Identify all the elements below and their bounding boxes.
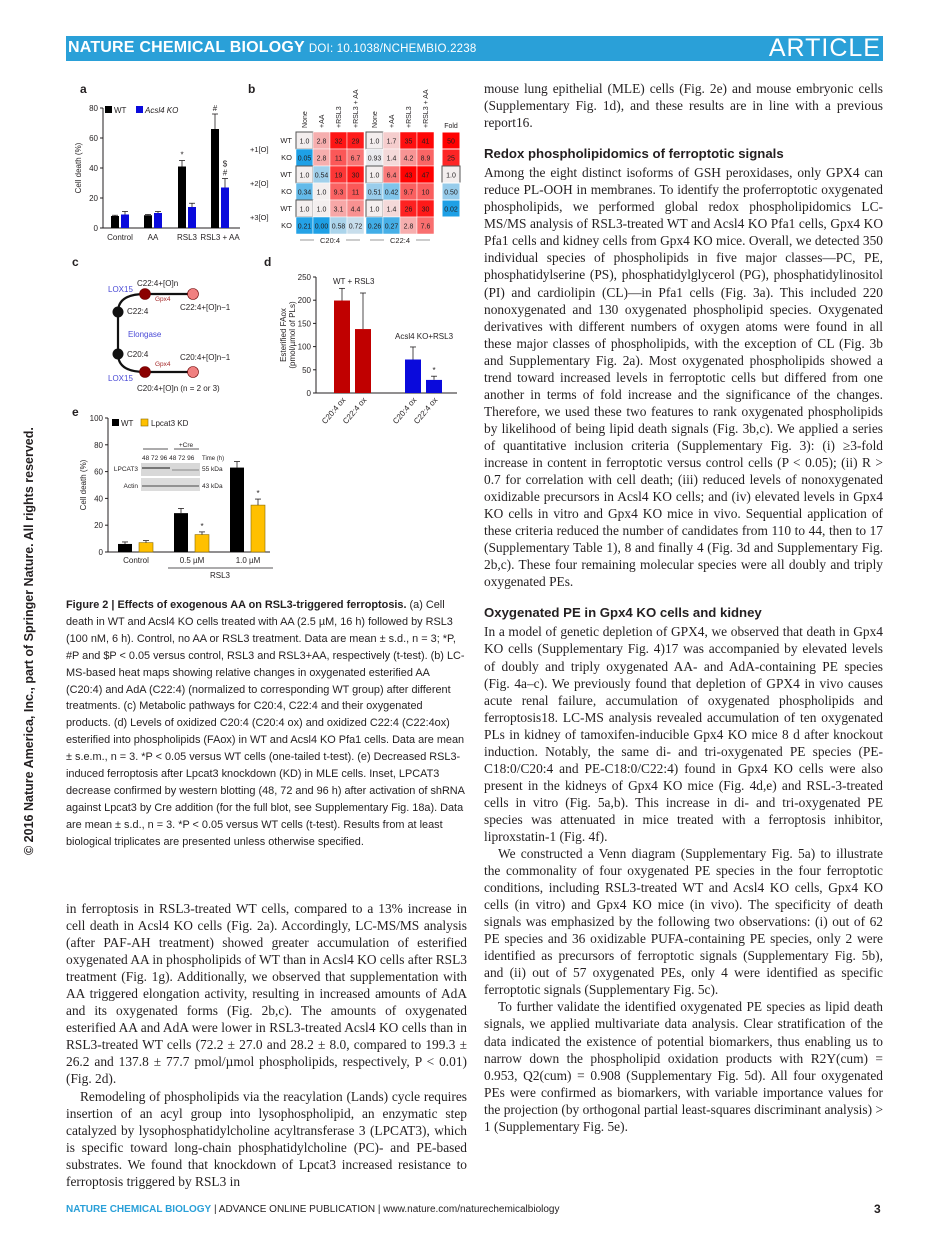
- d-group-label-wt: WT + RSL3: [333, 277, 375, 286]
- d-group-label-ko: Acsl4 KO+RSL3: [395, 332, 454, 341]
- b-cell-value: 7.6: [420, 223, 431, 231]
- figure-caption: [66, 597, 468, 851]
- e-y-tick-label: 0: [98, 548, 103, 557]
- b-fold-scale-value: 0.02: [444, 206, 458, 214]
- copyright-notice: © 2016 Nature America, Inc., part of Springer Nature. All rights reserved.: [22, 427, 36, 855]
- d-y-axis-label-units: (pmol/µmol of PLs): [288, 301, 297, 369]
- c-metabolite-node: [113, 349, 124, 360]
- b-cell-value: 0.34: [297, 189, 312, 197]
- d-y-tick-label: 250: [297, 273, 311, 282]
- d-x-tick-label: C22:4 ox: [341, 395, 369, 426]
- a-bar: [211, 129, 219, 228]
- a-y-axis-label: Cell death (%): [74, 142, 83, 194]
- b-fold-scale-value: 0.50: [444, 189, 458, 197]
- doi: DOI: 10.1038/NCHEMBIO.2238: [308, 43, 477, 55]
- a-x-tick-label: RSL3 + AA: [200, 233, 240, 242]
- b-row-label: KO: [281, 187, 292, 196]
- a-significance-mark: #: [212, 104, 218, 113]
- a-bar: [188, 207, 196, 228]
- section-heading: Oxygenated PE in Gpx4 KO cells and kidney: [484, 605, 762, 621]
- e-blot-actin-label: Actin: [123, 483, 138, 490]
- d-bar: [334, 301, 350, 393]
- e-y-axis-label: Cell death (%): [79, 459, 88, 511]
- b-cell-value: 0.72: [348, 223, 363, 231]
- a-bar: [221, 188, 229, 229]
- e-blot-time-points: 48 72 96 48 72 96: [142, 455, 195, 462]
- b-column-header: +RSL3 + AA: [423, 89, 430, 128]
- a-legend-wt: WT: [114, 106, 127, 115]
- b-cell-value: 41: [421, 138, 430, 146]
- b-cell-value: 30: [421, 206, 430, 214]
- b-column-group-label: C22:4: [389, 236, 411, 245]
- e-y-tick-label: 40: [94, 494, 103, 504]
- b-cell-value: 26: [404, 206, 413, 214]
- caption-body: (a) Cell death in WT and Acsl4 KO cells treated with AA (2.5 µM, 16 h) followed by RSL3 (100 nM, 6 h). Control, no AA or RSL3 treatment. Data are mean ± s.d., n = 3; *P, #P and $P < 0.05 versus control, RSL3 and RSL3+AA, respectively (t-test). (b) LC-MS-based heat maps showing relative changes in oxygenated esterified AA (C20:4) and AdA (C22:4) (normalized to corresponding WT group) after different treatments. (c) Metabolic pathways for C20:4, C22:4 and their oxygenated products. (d) Levels of oxidized C20:4 (C20:4 ox) and oxidized C22:4 (C22:4ox) esterified into phospholipids (FAox) in WT and Acsl4 KO Pfa1 cells. Data are mean ± s.e.m., n = 3. *P < 0.05 versus WT cells (one-tailed t-test). (e) Decreased RSL3-induced ferroptosis after Lpcat3 knockdown (KD) in MLE cells. Inset, LPCAT3 decrease confirmed by western blotting (48, 72 and 96 h) after activation of shRNA against Lpcat3 by Cre addition (for the full blot, see Supplementary Fig. 18a). Data are mean ± s.d., n = 3. *P < 0.05 versus WT cells (t-test). Results from at least biological triplicates are presented unless otherwise specified.: [66, 599, 465, 848]
- b-cell-value: 0.54: [314, 172, 329, 180]
- d-y-axis-label: Esterified FAox: [279, 308, 288, 362]
- e-x-tick-label: 1.0 µM: [235, 556, 261, 565]
- panel-label-a: a: [80, 82, 87, 96]
- a-bar: [144, 215, 152, 228]
- b-cell-value: 1.0: [369, 138, 380, 146]
- c-metabolite-node: [140, 289, 151, 300]
- e-legend-kd: Lpcat3 KD: [151, 419, 189, 428]
- a-y-tick-label: 40: [89, 164, 98, 173]
- b-cell-value: 1.0: [369, 206, 380, 214]
- b-cell-value: 32: [334, 138, 343, 146]
- e-blot-lpcat3-kda: 55 kDa: [202, 466, 223, 473]
- c-gpx4-label: Gpx4: [155, 296, 171, 303]
- panel-label-b: b: [248, 82, 256, 96]
- c-metabolite-node: [113, 307, 124, 318]
- a-x-tick-label: RSL3: [176, 233, 198, 242]
- b-row-label: KO: [281, 153, 292, 162]
- b-column-header: None: [302, 111, 309, 128]
- c-gpx4-label: Gpx4: [155, 361, 171, 368]
- c-elongase-label: Elongase: [128, 330, 162, 339]
- e-bar: [195, 535, 209, 552]
- b-cell-value: 0.26: [367, 223, 382, 231]
- e-blot-cre-label: +Cre: [178, 442, 194, 449]
- a-x-tick-label: Control: [107, 233, 133, 242]
- a-y-tick-label: 20: [89, 194, 98, 203]
- d-y-tick-label: 50: [302, 365, 311, 375]
- b-cell-value: 2.8: [403, 223, 414, 231]
- b-cell-value: 4.4: [350, 206, 361, 214]
- b-cell-value: 0.42: [384, 189, 399, 197]
- b-cell-value: 47: [421, 172, 430, 180]
- e-y-tick-label: 20: [94, 521, 103, 531]
- e-x-tick-label: Control: [123, 556, 149, 565]
- e-blot-actin-band: [141, 478, 200, 491]
- b-cell-value: 0.27: [384, 223, 399, 231]
- e-y-tick-label: 60: [94, 467, 103, 477]
- b-cell-value: 10: [421, 189, 430, 197]
- a-bar: [178, 167, 186, 229]
- e-bar: [139, 543, 153, 552]
- paragraph: Remodeling of phospholipids via the reacylation (Lands) cycle requires insertion of an acyl group into lysophospholipid, an enzymatic step catalyzed by lysophosphatidylcholine acyltransferase 3 (LPCAT3), which is specific toward long-chain phosphatidylcholine (PC)- and PE-based substrates. We found that knockdown of Lpcat3 increased resistance to ferroptosis triggered by RSL3 in: [66, 1088, 467, 1189]
- b-fold-scale-value: 50: [447, 138, 455, 146]
- e-bar: [251, 505, 265, 552]
- b-column-header: +AA: [319, 114, 326, 128]
- b-cell-value: 6.4: [386, 172, 397, 180]
- b-cell-value: 2.8: [316, 138, 327, 146]
- d-y-tick-label: 100: [297, 342, 311, 352]
- a-x-tick-label: AA: [147, 233, 159, 242]
- b-cell-value: 9.3: [333, 189, 344, 197]
- a-significance-mark: *: [180, 150, 184, 160]
- e-y-tick-label: 80: [94, 440, 103, 450]
- a-y-tick-label: 0: [93, 224, 98, 233]
- b-fold-scale-value: 1.0: [446, 172, 456, 180]
- b-cell-value: 0.05: [297, 155, 312, 163]
- e-blot-lpcat3-label: LPCAT3: [113, 466, 138, 473]
- left-column-text: [66, 900, 467, 1190]
- a-legend-ko-swatch: [136, 106, 143, 113]
- e-legend-kd-swatch: [141, 419, 148, 426]
- a-significance-mark: $: [222, 159, 228, 169]
- a-bar: [154, 213, 162, 228]
- c-c22-reduced-label: C22:4+[O]n−1: [180, 303, 231, 312]
- b-cell-value: 1.0: [299, 172, 310, 180]
- d-y-tick-label: 0: [306, 389, 311, 398]
- b-row-label: WT: [280, 136, 292, 145]
- b-row-label: WT: [280, 204, 292, 213]
- caption-title: Figure 2 | Effects of exogenous AA on RSL3-triggered ferroptosis.: [66, 599, 407, 611]
- b-column-header: +AA: [389, 114, 396, 128]
- b-cell-value: 1.7: [386, 138, 397, 146]
- b-cell-value: 1.0: [316, 189, 327, 197]
- e-significance-mark: *: [256, 489, 260, 499]
- b-cell-value: 1.4: [386, 155, 397, 163]
- b-column-group-label: C20:4: [319, 236, 341, 245]
- c-c20-reduced-label: C20:4+[O]n−1: [180, 353, 231, 362]
- section-label: ARTICLE: [768, 34, 881, 62]
- panel-label-c: c: [72, 255, 79, 269]
- b-cell-value: 11: [334, 155, 343, 163]
- d-bar: [355, 329, 371, 393]
- paragraph: mouse lung epithelial (MLE) cells (Fig. 2e) and mouse embryonic cells (Supplementary Fig. 1d), and these results are in line with a previous report16.: [484, 81, 883, 131]
- paragraph: To further validate the identified oxygenated PE species as lipid death signals, we applied multivariate data analysis. Clear stratification of the data indicated the existence of potential biomarkers, thus enabling us to narrow down the phospholipid oxidation products with R2Y(cum) = 0.953, Q2(cum) = 0.908 (Supplementary Fig. 5d). All four oxygenated PEs were confirmed as biomarkers, with variable importance values for the projection (by orthogonal partial least-squares discriminant analysis) > 1 (Supplementary Fig. 5e).: [484, 999, 883, 1134]
- c-metabolite-node: [140, 367, 151, 378]
- b-cell-value: 0.51: [367, 189, 382, 197]
- b-row-group-label: +1[O]: [250, 145, 269, 154]
- b-cell-value: 19: [334, 172, 343, 180]
- a-y-tick-label: 60: [89, 134, 98, 143]
- d-x-tick-label: C20:4 ox: [320, 395, 348, 426]
- c-metabolite-node: [188, 289, 199, 300]
- b-cell-value: 2.8: [316, 155, 327, 163]
- b-cell-value: 1.4: [386, 206, 397, 214]
- e-legend-wt-swatch: [112, 419, 119, 426]
- e-significance-mark: *: [200, 521, 204, 531]
- a-legend-wt-swatch: [105, 106, 112, 113]
- d-bar: [405, 359, 421, 393]
- e-rsl3-label: RSL3: [209, 571, 231, 580]
- paragraph: in ferroptosis in RSL3-treated WT cells, compared to a 13% increase in cell death in Acsl4 KO cells (Fig. 2a). Accordingly, LC-MS/MS analysis (after PAF-AH treatment) showed greater accumulation of esterified oxygenated AA in phospholipids of WT than in Acsl4 KO cells after RSL3 treatment (Fig. 1g). Additionally, we observed that supplementation with AA triggered elongation activity, resulting in increased amounts of AdA and its oxygenated forms (Fig. 2b,c). The amounts of oxygenated esterified AA and AdA were lower in RSL3-treated Acsl4 KO cells than in RSL3-treated WT cells (72.2 ± 27.0 and 28.2 ± 8.0, compared to 199.3 ± 26.2 and 137.8 ± 77.7 pmol/µmol phospholipids, respectively, P < 0.01) (Fig. 2d).: [66, 901, 467, 1087]
- b-cell-value: 8.9: [420, 155, 431, 163]
- d-significance-mark: *: [432, 366, 436, 376]
- e-bar: [230, 468, 244, 552]
- b-cell-value: 6.7: [350, 155, 361, 163]
- a-y-tick-label: 80: [89, 104, 98, 113]
- a-legend-ko: Acsl4 KO: [145, 106, 179, 115]
- e-blot-time-label: Time (h): [202, 456, 225, 462]
- c-lox15-label: LOX15: [108, 285, 133, 294]
- b-cell-value: 0.58: [331, 223, 346, 231]
- b-row-group-label: +2[O]: [250, 179, 269, 188]
- d-bar: [426, 380, 442, 393]
- paragraph: In a model of genetic depletion of GPX4, we observed that death in Gpx4 KO cells (Supplementary Fig. 4)17 was accompanied by elevated levels of doubly and triply oxygenated AA- and AdA-containing PE species (Fig. 4a–c). We previously found that depletion of GPX4 in vivo causes acute renal failure, accumulation of oxygenated phospholipids and ferroptosis18. LC-MS analysis revealed accumulation of ten oxygenated PLs in kidney of tamoxifen-inducible Gpx4 KO mice 8 d after knockout induction. Notably, the same di- and tri-oxygenated PE species (PE-C18:0/C20:4 and PE-C18:0/C22:4) found in Gpx4 KO cells were also present in the kidneys of Gpx4 KO mice (Fig. 4d,e) and RSL-3-treated cells in vitro (Fig. 5a,b). This increase in di- and tri-oxygenated PE species was attenuated in mice treated with a ferroptosis inhibitor, liproxstatin-1 (Fig. 4f).: [484, 624, 883, 844]
- e-bar: [174, 513, 188, 552]
- b-cell-value: 35: [404, 138, 413, 146]
- e-bar: [118, 544, 132, 552]
- b-row-label: KO: [281, 221, 292, 230]
- b-cell-value: 0.93: [367, 155, 382, 163]
- c-c22-label: C22:4: [127, 307, 149, 316]
- b-cell-value: 1.0: [299, 138, 310, 146]
- c-c20-ox-label: C20:4+[O]n (n = 2 or 3): [137, 384, 220, 393]
- b-column-header: +RSL3: [336, 106, 343, 128]
- b-fold-scale-value: 25: [447, 155, 455, 163]
- panel-label-e: e: [72, 405, 79, 419]
- e-y-tick-label: 100: [89, 414, 103, 423]
- d-y-tick-label: 200: [297, 296, 311, 306]
- b-row-group-label: +3[O]: [250, 213, 269, 222]
- b-cell-value: 11: [351, 189, 360, 197]
- b-column-header: +RSL3: [406, 106, 413, 128]
- c-lox15-label: LOX15: [108, 374, 133, 383]
- b-row-label: WT: [280, 170, 292, 179]
- c-c20-label: C20:4: [127, 350, 149, 359]
- d-y-tick-label: 150: [297, 319, 311, 329]
- journal-name: NATURE CHEMICAL BIOLOGY DOI: 10.1038/NCHEMBIO.2238: [68, 39, 477, 56]
- b-cell-value: 1.0: [316, 206, 327, 214]
- page-number: 3: [874, 1202, 881, 1216]
- a-significance-mark: #: [222, 168, 228, 178]
- b-cell-value: 1.0: [369, 172, 380, 180]
- b-cell-value: 9.7: [403, 189, 414, 197]
- b-cell-value: 4.2: [403, 155, 414, 163]
- b-cell-value: 1.0: [299, 206, 310, 214]
- section-heading: Redox phospholipidomics of ferroptotic signals: [484, 146, 784, 162]
- b-cell-value: 3.1: [333, 206, 344, 214]
- b-cell-value: 43: [404, 172, 413, 180]
- b-cell-value: 0.21: [297, 223, 312, 231]
- c-metabolite-node: [188, 367, 199, 378]
- b-cell-value: 30: [351, 172, 360, 180]
- b-column-header: +RSL3 + AA: [353, 89, 360, 128]
- a-bar: [111, 216, 119, 228]
- paragraph: We constructed a Venn diagram (Supplementary Fig. 5a) to illustrate the commonality of four oxygenated PE species in the four ferroptotic conditions, including RSL3-treated WT and Acsl4 KO cells, Gpx4 KO cells (in vitro) and Gpx4 KO mice (in vivo). The specificity of death signals was emphasized by the following two observations: (i) out of 62 PE species and 36 oxidizable PUFA-containing PE species, only 2 were identified as precursors of ferroptotic signals (Supplementary Fig. 5b), and (ii) out of 57 oxygenated PEs, only 4 were identified as specific ferroptotic signals (Supplementary Fig. 5c).: [484, 846, 883, 998]
- b-column-header: None: [372, 111, 379, 128]
- a-bar: [121, 215, 129, 229]
- e-blot-actin-kda: 43 kDa: [202, 483, 223, 490]
- e-x-tick-label: 0.5 µM: [179, 556, 205, 565]
- e-legend-wt: WT: [121, 419, 134, 428]
- b-fold-label: Fold: [444, 123, 458, 130]
- b-cell-value: 29: [351, 138, 360, 146]
- paragraph: Among the eight distinct isoforms of GSH peroxidases, only GPX4 can reduce PL-OOH in membranes. To identify the proferroptotic oxygenated phospholipids, we performed global redox phospholipidomics LC-MS/MS analysis of RSL3-treated WT and Acsl4 KO Pfa1 cells, Gpx4 KO Pfa1 cells and kidney cells from Gpx4 KO mice. Overall, we detected 350 individual species of phospholipids in five major classes—PC, PE, phosphatidylserine (PS), phosphatidylglycerol (PG), phosphatidylinositol (PI) and cardiolipin (CL)—in Pfa1 cells (Fig. 3a). This included 220 nonoxygenated and 130 oxygenated phospholipid species. Oxygenated derivatives with different numbers of oxygen atoms were found in all these major classes of phospholipids, with the exception of CL (Fig. 3b and Supplementary Fig. 2a). Most oxygenated phospholipids showed a trend toward increased levels in ferroptotic cells but differed from one another in terms of fold increase and the significance of the changes. Therefore, we used these two features to rank oxygenated phospholipids by likelihood of being lipid death signals (Fig. 3b,c). We applied a series of quantitative inclusion criteria (Supplementary Fig. 3): (i) ≥3-fold increase in content in ferroptotic versus control cells (P < 0.05); (ii) R > 0.7 for correlation with cell death; (iii) reduced levels of nonoxygenated oxidizable precursors in Acsl4 KO cells; and (iv) elevated levels in Gpx4 KO cells in vitro and Gpx4 KO mice in vivo. Sequential application of these criteria reduced the number of candidates from 110 to 44, then to 17 (Supplementary Table 1), 8 and finally 4 (Fig. 3d and Supplementary Fig. 2b,c). These four remaining molecular species were all doubly and triply oxygenated PEs.: [484, 165, 883, 590]
- d-x-tick-label: C22:4 ox: [412, 395, 440, 426]
- c-c22-ox-label: C22:4+[O]n: [137, 279, 179, 288]
- right-column-text: [484, 80, 883, 1135]
- b-cell-value: 0.00: [314, 223, 329, 231]
- d-x-tick-label: C20:4 ox: [391, 395, 419, 426]
- footer: NATURE CHEMICAL BIOLOGY | ADVANCE ONLINE PUBLICATION | www.nature.com/naturechemicalbiology: [66, 1204, 560, 1215]
- panel-label-d: d: [264, 255, 272, 269]
